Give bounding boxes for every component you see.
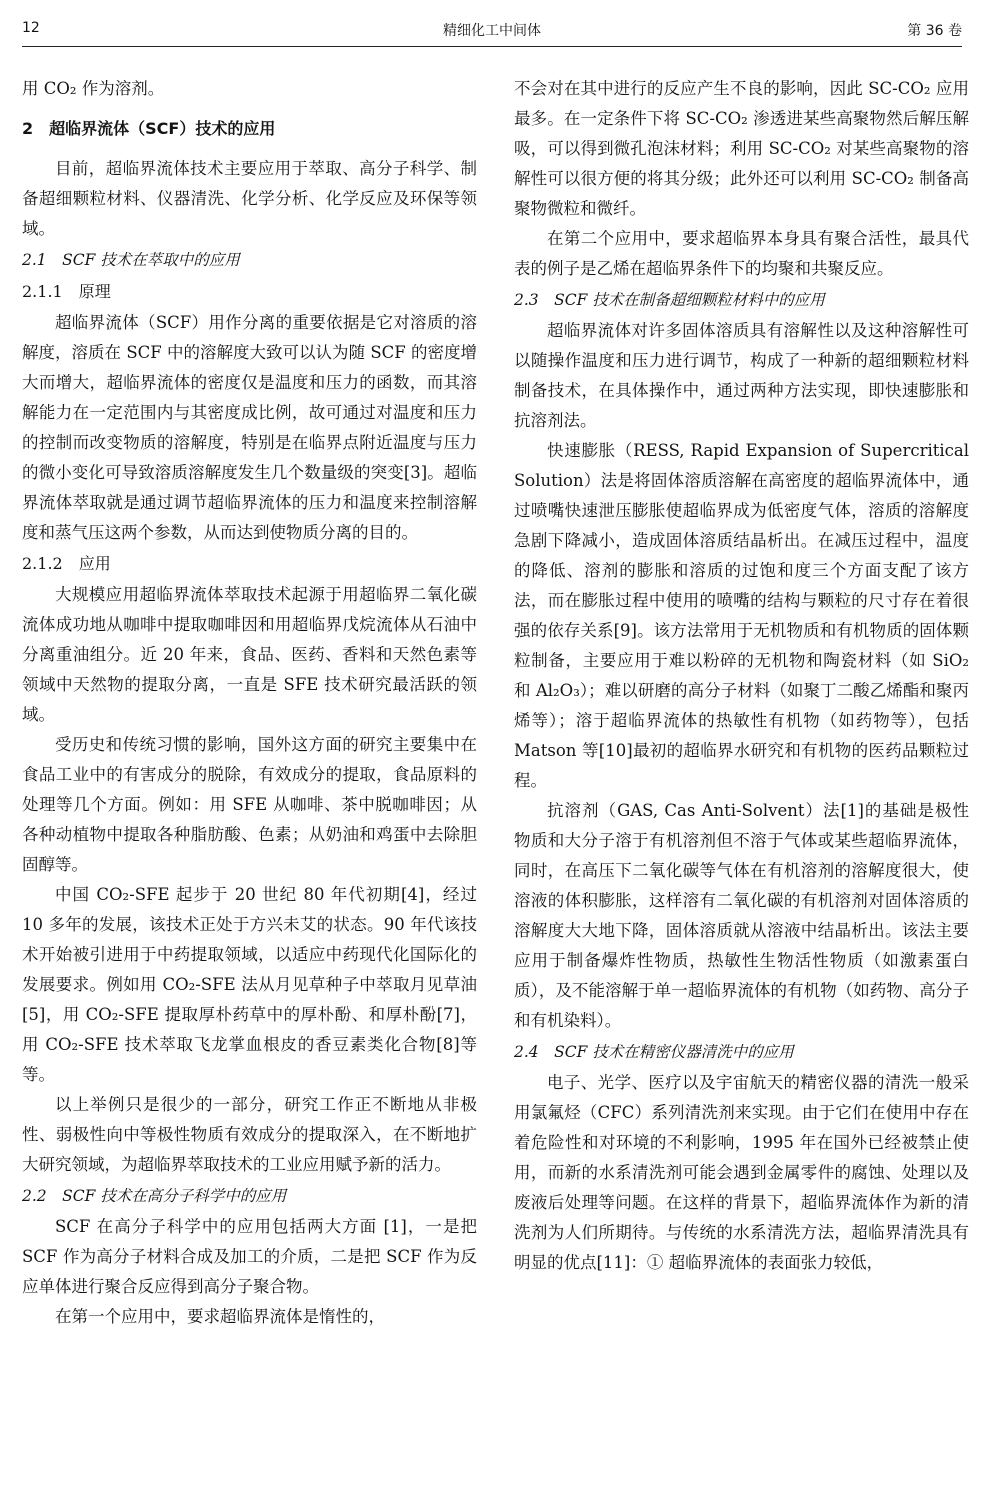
- paragraph: 中国 CO₂-SFE 起步于 20 世纪 80 年代初期[4]，经过 10 多年的发展，该技术正处于方兴未艾的状态。90 年代该技术开始被引进用于中药提取领域，以适应中药现代化国际化的发展要求。例如用 CO₂-SFE 法从月见草种子中萃取月见草油[5]，用 CO₂-SFE 提取厚朴药草中的厚朴酚、和厚朴酚[7]，用 CO₂-SFE 技术萃取飞龙掌血根皮的香豆素类化合物[8]等等。: [22, 885, 477, 1084]
- subsection-heading: 2.2 SCF 技术在高分子科学中的应用: [22, 1187, 287, 1205]
- paragraph: 抗溶剂（GAS, Cas Anti-Solvent）法[1]的基础是极性物质和大分子溶于有机溶剂但不溶于气体或某些超临界流体，同时，在高压下二氧化碳等气体在有机溶剂的溶解度很大，使溶液的体积膨胀，这样溶有二氧化碳的有机溶剂对固体溶质的溶解度大大地下降，固体溶质就从溶液中结晶析出。该法主要应用于制备爆炸性物质，热敏性生物活性物质（如激素蛋白质），及不能溶解于单一超临界流体的有机物（如药物、高分子和有机染料）。: [514, 801, 969, 1030]
- subsubsection-heading: 2.1.1 原理: [22, 282, 111, 301]
- paragraph: 在第一个应用中，要求超临界流体是惰性的，: [55, 1307, 385, 1326]
- header-rule: [22, 46, 962, 47]
- volume-label: 第 36 卷: [907, 23, 962, 39]
- paragraph: 超临界流体对许多固体溶质具有溶解性以及这种溶解性可以随操作温度和压力进行调节，构成了一种新的超细颗粒材料制备技术，在具体操作中，通过两种方法实现，即快速膨胀和抗溶剂法。: [514, 321, 969, 430]
- paragraph: 超临界流体（SCF）用作分离的重要依据是它对溶质的溶解度，溶质在 SCF 中的溶解度大致可以认为随 SCF 的密度增大而增大，超临界流体的密度仅是温度和压力的函数，而其溶解能力在一定范围内与其密度成比例，故可通过对温度和压力的控制而改变物质的溶解度，特别是在临界点附近温度与压力的微小变化可导致溶质溶解度发生几个数量级的突变[3]。超临界流体萃取就是通过调节超临界流体的压力和温度来控制溶解度和蒸气压这两个参数，从而达到使物质分离的目的。: [22, 313, 477, 542]
- subsection-heading: 2.1 SCF 技术在萃取中的应用: [22, 251, 240, 269]
- paragraph: 在第二个应用中，要求超临界本身具有聚合活性，最具代表的例子是乙烯在超临界条件下的均聚和共聚反应。: [514, 229, 969, 278]
- paragraph: 电子、光学、医疗以及宇宙航天的精密仪器的清洗一般采用氯氟烃（CFC）系列清洗剂来实现。由于它们在使用中存在着危险性和对环境的不利影响，1995 年在国外已经被禁止使用，而新的水系清洗剂可能会遇到金属零件的腐蚀、处理以及废液后处理等问题。在这样的背景下，超临界流体作为新的清洗剂为人们所期待。与传统的水系清洗方法，超临界清洗具有明显的优点[11]：① 超临界流体的表面张力较低，: [514, 1073, 969, 1272]
- paragraph: 受历史和传统习惯的影响，国外这方面的研究主要集中在食品工业中的有害成分的脱除，有效成分的提取，食品原料的处理等几个方面。例如：用 SFE 从咖啡、茶中脱咖啡因；从各种动植物中提取各种脂肪酸、色素；从奶油和鸡蛋中去除胆固醇等。: [22, 735, 477, 874]
- running-header: [22, 20, 962, 46]
- paragraph: 快速膨胀（RESS, Rapid Expansion of Supercritical Solution）法是将固体溶质溶解在高密度的超临界流体中，通过喷嘴快速泄压膨胀使超临界成为低密度气体，溶质的溶解度急剧下降减小，造成固体溶质结晶析出。在减压过程中，温度的降低、溶剂的膨胀和溶质的过饱和度三个方面支配了该方法，而在膨胀过程中使用的喷嘴的结构与颗粒的尺寸存在着很强的依存关系[9]。该方法常用于无机物质和有机物质的固体颗粒制备，主要应用于难以粉碎的无机物和陶瓷材料（如 SiO₂ 和 Al₂O₃）；难以研磨的高分子材料（如聚丁二酸乙烯酯和聚丙烯等）；溶于超临界流体的热敏性有机物（如药物等），包括 Matson 等[10]最初的超临界水研究和有机物的医药品颗粒过程。: [514, 441, 969, 790]
- paragraph: SCF 在高分子科学中的应用包括两大方面 [1]，一是把 SCF 作为高分子材料合成及加工的介质，二是把 SCF 作为反应单体进行聚合反应得到高分子聚合物。: [22, 1217, 477, 1296]
- right-column: [514, 74, 969, 1278]
- paragraph: 大规模应用超临界流体萃取技术起源于用超临界二氧化碳流体成功地从咖啡中提取咖啡因和用超临界戊烷流体从石油中分离重油组分。近 20 年来，食品、医药、香料和天然色素等领域中天然物的提取分离，一直是 SFE 技术研究最活跃的领域。: [22, 585, 477, 724]
- subsubsection-heading: 2.1.2 应用: [22, 554, 111, 573]
- paragraph: 以上举例只是很少的一部分，研究工作正不断地从非极性、弱极性向中等极性物质有效成分的提取深入，在不断地扩大研究领域，为超临界萃取技术的工业应用赋予新的活力。: [22, 1095, 477, 1174]
- subsection-heading: 2.4 SCF 技术在精密仪器清洗中的应用: [514, 1043, 794, 1061]
- section-heading: 2 超临界流体（SCF）技术的应用: [22, 119, 276, 138]
- left-column: [22, 74, 477, 1332]
- paragraph: 目前，超临界流体技术主要应用于萃取、高分子科学、制备超细颗粒材料、仪器清洗、化学分析、化学反应及环保等领域。: [22, 159, 477, 238]
- paragraph: 不会对在其中进行的反应产生不良的影响，因此 SC-CO₂ 应用最多。在一定条件下将 SC-CO₂ 渗透进某些高聚物然后解压解吸，可以得到微孔泡沫材料；利用 SC-CO₂ 对某些高聚物的溶解性可以很方便的将其分级；此外还可以利用 SC-CO₂ 制备高聚物微粒和微纤。: [514, 79, 969, 218]
- subsection-heading: 2.3 SCF 技术在制备超细颗粒材料中的应用: [514, 291, 825, 309]
- paragraph: 用 CO₂ 作为溶剂。: [22, 79, 165, 98]
- page-number: 12: [22, 20, 40, 36]
- journal-title: 精细化工中间体: [443, 23, 541, 39]
